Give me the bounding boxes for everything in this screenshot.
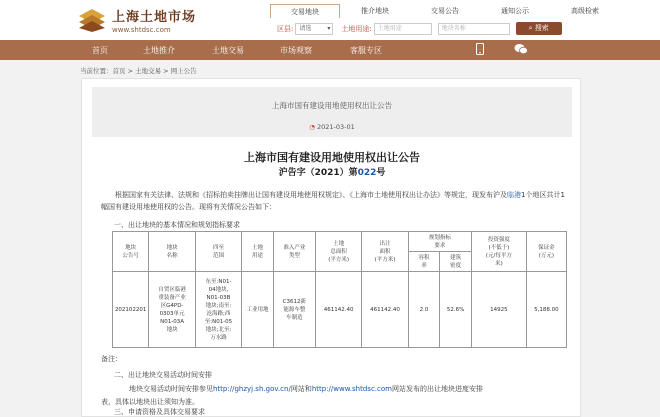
td-area: 461142.40 bbox=[315, 272, 361, 348]
table-row bbox=[113, 272, 567, 348]
chevron-down-icon: ▾ bbox=[327, 24, 331, 32]
tab-trade-notices[interactable]: 交易公告 bbox=[431, 7, 459, 15]
td-landuse: 工业用地 bbox=[242, 272, 274, 348]
td-code: 202102201 bbox=[113, 272, 149, 348]
remarks-label: 备注： bbox=[101, 355, 122, 363]
doc-number-suffix: 号 bbox=[376, 168, 386, 178]
keyword-input[interactable]: 地块名称 bbox=[438, 23, 510, 35]
site-logo[interactable] bbox=[78, 6, 196, 34]
notice-date bbox=[92, 123, 572, 131]
th-code: 地块 公告号 bbox=[113, 232, 149, 272]
region-select-value: 请选 bbox=[299, 24, 312, 32]
notice-card bbox=[81, 78, 581, 417]
plot-table bbox=[112, 231, 567, 348]
td-sold-area: 461142.40 bbox=[362, 272, 408, 348]
th-landuse: 土地 用途 bbox=[242, 232, 274, 272]
td-boundary: 东至:N01- 04地块, N01-03B 地块;南至: 沧海路;西 至:N01-05 地块;北至: 万水路 bbox=[195, 272, 241, 348]
tab-promo-plots[interactable]: 推介地块 bbox=[361, 7, 389, 15]
main-nav bbox=[0, 40, 660, 60]
breadcrumb: 当前位置：首页 > 土地交易 > 网上公告 bbox=[80, 67, 197, 75]
nav-home[interactable]: 首页 bbox=[92, 46, 108, 55]
intro-paragraph bbox=[101, 189, 571, 213]
td-density: 52.6% bbox=[440, 272, 472, 348]
search-icon: ⌕ bbox=[528, 24, 533, 32]
landuse-label: 土地用途: bbox=[341, 24, 372, 33]
schedule-text-c: 网站发布的出让地块进度安排 bbox=[391, 385, 483, 393]
td-deposit: 5,188.00 bbox=[526, 272, 566, 348]
th-sold-area: 出让 面积 (平方米) bbox=[362, 232, 408, 272]
td-far: 2.0 bbox=[408, 272, 440, 348]
nav-service[interactable]: 客服专区 bbox=[350, 46, 382, 55]
schedule-text-b: 网站和 bbox=[290, 385, 312, 393]
schedule-text-a: 地块交易活动时间安排参见 bbox=[129, 385, 213, 393]
th-deposit: 保证金 (万元) bbox=[526, 232, 566, 272]
notice-box-title: 上海市国有建设用地使用权出让公告 bbox=[272, 101, 392, 110]
th-far: 容积 率 bbox=[408, 252, 440, 272]
nav-land-trade[interactable]: 土地交易 bbox=[212, 46, 244, 55]
th-boundary: 四至 范围 bbox=[195, 232, 241, 272]
logo-icon bbox=[78, 7, 106, 33]
tab-notifications[interactable]: 通知公示 bbox=[501, 7, 529, 15]
search-button[interactable] bbox=[516, 22, 562, 35]
notice-title: 上海市国有建设用地使用权出让公告 bbox=[244, 151, 420, 164]
section-3-heading: 三、申请资格及具体交易要求 bbox=[114, 408, 205, 416]
td-invest: 14925 bbox=[471, 272, 526, 348]
search-button-label: 搜索 bbox=[534, 24, 549, 32]
td-industry: C3612新 能源车整 车制造 bbox=[273, 272, 315, 348]
notice-header-box bbox=[92, 87, 572, 137]
logo-title: 上海土地市场 bbox=[112, 10, 197, 25]
th-planning: 规划指标 要求 bbox=[408, 232, 471, 252]
intro-highlight: 临港 bbox=[507, 191, 521, 199]
section-2-heading: 二、出让地块交易活动时间安排 bbox=[114, 371, 212, 379]
th-invest: 投资强度 (不低于) (元/每平方 米) bbox=[471, 232, 526, 272]
th-industry: 准入产业 类型 bbox=[273, 232, 315, 272]
region-label: 区县: bbox=[277, 24, 294, 33]
top-header bbox=[0, 0, 660, 40]
clock-icon: ◔ bbox=[309, 123, 315, 131]
doc-number-value: 022 bbox=[357, 168, 377, 178]
th-name: 地块 名称 bbox=[149, 232, 195, 272]
th-density: 建筑 密度 bbox=[440, 252, 472, 272]
intro-text-a: 根据国家有关法律、法规和《招标拍卖挂牌出让国有建设用地使用权规定》、《上海市土地使用权出让办法》等规定，现发布沪及 bbox=[115, 191, 507, 199]
th-area: 土地 总面积 (平方米) bbox=[315, 232, 361, 272]
td-name: 自贸区临港 重装备产业 区G4PD- 0303单元 N01-03A 地块 bbox=[149, 272, 195, 348]
tab-advanced-search[interactable]: 高级检索 bbox=[571, 7, 599, 15]
link-ghzyj[interactable]: http://ghzyj.sh.gov.cn/ bbox=[213, 385, 291, 393]
notice-date-value: 2021-03-01 bbox=[316, 123, 355, 131]
logo-url: www.shtdsc.com bbox=[112, 26, 171, 34]
schedule-text-line1 bbox=[129, 383, 483, 395]
search-row bbox=[277, 22, 562, 35]
section-1-heading: 一、出让地块的基本情况和规划指标要求 bbox=[114, 221, 240, 229]
search-tabs bbox=[270, 4, 620, 18]
tab-trade-plots[interactable]: 交易地块 bbox=[270, 4, 340, 18]
landuse-input[interactable]: 土地用途 bbox=[374, 23, 432, 35]
schedule-text-line2: 表，具体以地块出让须知为准。 bbox=[101, 398, 199, 406]
nav-land-promo[interactable]: 土地推介 bbox=[143, 46, 175, 55]
mobile-icon[interactable] bbox=[476, 43, 484, 58]
nav-market-watch[interactable]: 市场观察 bbox=[280, 46, 312, 55]
link-shtdsc[interactable]: http://www.shtdsc.com bbox=[311, 385, 392, 393]
doc-number-prefix: 沪告字（2021）第 bbox=[278, 168, 358, 178]
wechat-icon[interactable] bbox=[514, 43, 528, 58]
doc-number bbox=[82, 165, 581, 178]
region-select[interactable] bbox=[295, 23, 333, 35]
intro-text-b: 1个地区共计1幅国有建设用地使用权的公告。现将有关情况公告如下： bbox=[101, 191, 565, 211]
